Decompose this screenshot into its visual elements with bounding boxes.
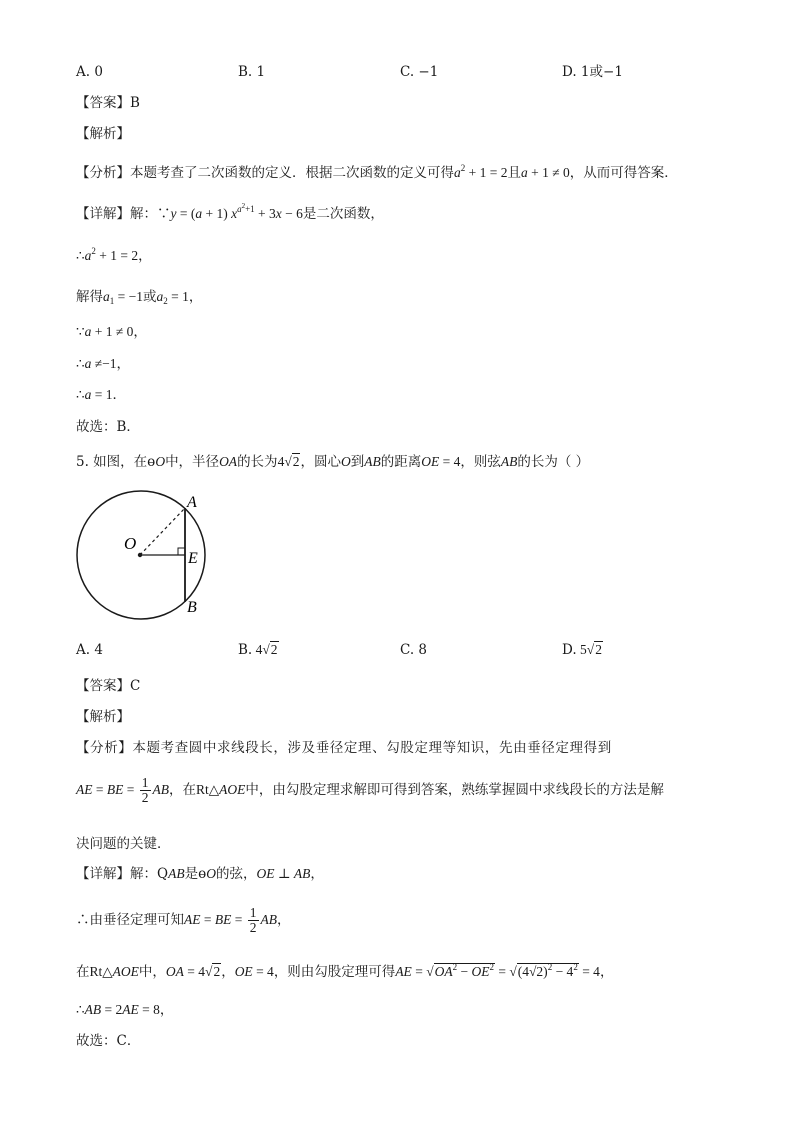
q5-step-1: ∴由垂径定理可知AE = BE = $\frac{1}{2}$ AB， [76, 905, 291, 935]
q4-option-d: D. 1或−1 [562, 64, 623, 80]
q5-analysis-line-2: AE = BE = $\frac{1}{2}$ AB，在Rt△AOE中，由勾股定理求解即可得到答案，熟练掌握圆中求线段长的方法是解 [76, 775, 664, 805]
q4-option-b: B. 1 [238, 64, 266, 80]
right-angle-mark [178, 548, 185, 555]
q4-answer: 【答案】B [76, 95, 140, 111]
q4-option-a: A. 0 [76, 64, 103, 80]
q4-option-c: C. −1 [400, 64, 439, 80]
q4-detail: 【详解】解：∵y = (a + 1) $x^{a^2+1} + 3x - 6$是二次函数， [76, 202, 384, 222]
q5-option-c: C. 8 [400, 642, 428, 658]
q4-step-5: ∴a = 1． [76, 387, 126, 403]
label-a: A [187, 494, 197, 511]
q5-option-a: A. 4 [76, 642, 103, 658]
q4-step-2: 解得$a_1 = -1$或$a_2 = 1$， [76, 289, 203, 306]
q5-conclusion: 故选：C． [76, 1033, 141, 1049]
label-b: B [187, 599, 197, 616]
q4-step-3: ∵a + 1 ≠ 0， [76, 324, 147, 340]
q5-step-2: 在Rt△AOE中，OA = 4√2，OE = 4，则由勾股定理可得AE = $√OA^2 - OE^2 = √(4√2)^2 - 4^2 = 4$， [76, 962, 614, 980]
q4-analysis: 【分析】本题考查了二次函数的定义．根据二次函数的定义可得$a^2 + 1 = 2$且a + 1 ≠ 0，从而可得答案． [76, 163, 678, 181]
q5-option-d: D. 5√2 [562, 642, 602, 658]
q5-analysis-line-1: 【分析】本题考查圆中求线段长，涉及垂径定理、勾股定理等知识，先由垂径定理得到 [76, 740, 612, 756]
q4-conclusion: 故选：B． [76, 419, 140, 435]
q5-detail: 【详解】解：QAB是ɵO的弦，OE ⊥ AB， [76, 866, 324, 882]
q5-analysis-line-3: 决问题的关键． [76, 836, 171, 852]
q5-answer: 【答案】C [76, 678, 141, 694]
center-point [138, 553, 142, 557]
q5-step-3: ∴AB = 2AE = 8， [76, 1002, 174, 1018]
label-o: O [124, 534, 137, 553]
q5-question: 5. 如图，在ɵO中，半径OA的长为4√2，圆心O到AB的距离OE = 4，则弦AB的长为（ ） [76, 454, 590, 470]
q4-analysis-heading: 【解析】 [76, 126, 130, 142]
q4-step-1: $\therefore a^2 + 1 = 2$， [76, 246, 152, 264]
circle-figure [70, 485, 220, 625]
label-e: E [188, 550, 198, 567]
q5-analysis-heading: 【解析】 [76, 709, 130, 725]
q4-step-4: ∴a ≠−1， [76, 356, 130, 372]
q5-option-b: B. 4√2 [238, 642, 278, 658]
